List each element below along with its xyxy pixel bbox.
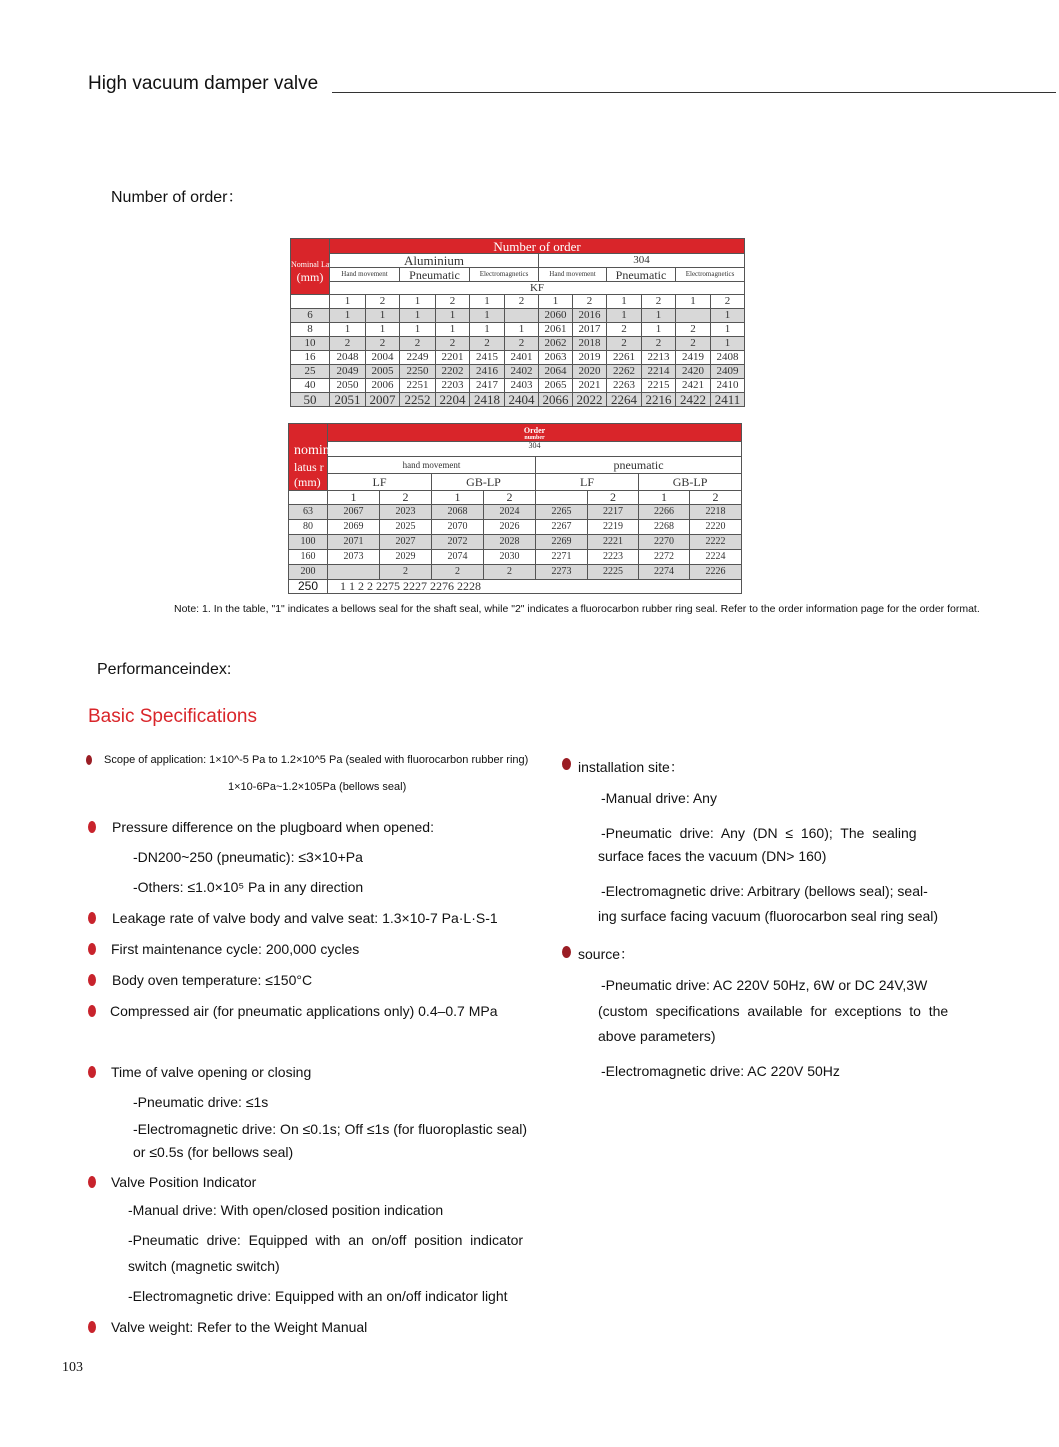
table-row [291,309,745,323]
order-cell: 1 [642,309,676,323]
order-cell: 2048 [330,351,366,365]
order-cell: 2 [366,337,400,351]
order-cell: 2020 [573,365,607,379]
order-cell: 1 [505,323,539,337]
order-cell: 2262 [607,365,642,379]
bullet-icon [88,1176,96,1188]
order-cell: 2213 [642,351,676,365]
order-cell: 2264 [607,393,642,407]
spec-source-electromagnetic: -Electromagnetic drive: AC 220V 50Hz [601,1063,840,1079]
order-cell: 2266 [639,504,690,519]
spec-install-pneumatic-cont: surface faces the vacuum (DN> 160) [598,848,827,864]
order-cell: 2051 [330,393,366,407]
bullet-icon [562,758,571,770]
order-cell: 2068 [432,504,484,519]
order-cell: 2269 [536,534,588,549]
order-cell: 2408 [711,351,745,365]
performance-title: Performanceindex: [97,661,232,678]
order-cell: 2221 [588,534,639,549]
order-cell: 2029 [380,549,432,564]
dn-cell: 8 [291,323,330,337]
spec-oven: Body oven temperature: ≤150°C [112,972,313,988]
order-cell: 1 [436,309,470,323]
dn-cell: 80 [289,519,328,534]
order-cell: 2062 [539,337,573,351]
order-cell: 2403 [505,379,539,393]
seal-header: 1 [676,295,711,309]
spec-air: Compressed air (for pneumatic applications only) 0.4–0.7 MPa [110,1003,498,1019]
bullet-icon [86,755,92,765]
order-cell: 1 [607,309,642,323]
table-row [291,323,745,337]
spec-time-electromagnetic: -Electromagnetic drive: On ≤0.1s; Off ≤1s (for fluoroplastic seal) [133,1121,528,1137]
material-header: 304 [539,254,745,268]
dn-cell: 63 [289,504,328,519]
order-cell: 2419 [676,351,711,365]
bullet-icon [88,912,96,924]
spec-indicator-pneumatic: -Pneumatic drive: Equipped with an on/off position indicator [128,1232,524,1248]
seal-header: 2 [573,295,607,309]
order-cell: 2409 [711,365,745,379]
order-cell: 2061 [539,323,573,337]
seal-header: 1 [607,295,642,309]
order-cell: 1 [711,323,745,337]
dn-cell: 200 [289,564,328,579]
table-row [291,351,745,365]
seal-header: 2 [366,295,400,309]
order-cell: 2025 [380,519,432,534]
spec-leakage: Leakage rate of valve body and valve seat: 1.3×10-7 Pa·L·S-1 [112,910,498,926]
seal-header: 2 [505,295,539,309]
order-cell: 2270 [639,534,690,549]
table-title-line: number [524,434,545,441]
seal-header: 1 [539,295,573,309]
order-cell: 2216 [642,393,676,407]
order-cell: 2224 [690,549,742,564]
order-cell: 2268 [639,519,690,534]
seal-header: 2 [690,490,742,504]
order-cell: 2070 [432,519,484,534]
order-cell: 2273 [536,564,588,579]
bullet-icon [88,821,96,833]
drive-header: pneumatic [536,457,742,474]
order-cell: 2202 [436,365,470,379]
order-cell: 1 [642,323,676,337]
seal-header: 1 [328,490,380,504]
order-cell: 2417 [470,379,505,393]
order-cell: 2067 [328,504,380,519]
order-cell: 2402 [505,365,539,379]
order-cell: 1 [470,309,505,323]
table-row [289,519,742,534]
order-cell: 2 [436,337,470,351]
order-cell: 1 [400,309,436,323]
spec-time-pneumatic: -Pneumatic drive: ≤1s [133,1094,269,1110]
order-cell: 2018 [573,337,607,351]
dn-cell: 16 [291,351,330,365]
spec-pressure: Pressure difference on the plugboard when opened: [112,819,434,835]
seal-header: 1 [432,490,484,504]
order-cell: 2024 [484,504,536,519]
order-cell: 2274 [639,564,690,579]
order-table-aluminium-304 [290,238,745,407]
order-cell: 2 [676,337,711,351]
bullet-icon [562,946,571,958]
spec-install: installation site： [578,759,684,775]
order-cell: 2416 [470,365,505,379]
seal-header: 1 [470,295,505,309]
order-cell: 2023 [380,504,432,519]
order-cell: 2069 [328,519,380,534]
order-cell: 2272 [639,549,690,564]
dn-cell: 10 [291,337,330,351]
order-cell: 2404 [505,393,539,407]
last-row-text: 1 1 2 2 2275 2227 2276 2228 [328,579,742,593]
order-cell: 2219 [588,519,639,534]
order-cell [676,309,711,323]
dn-cell: 160 [289,549,328,564]
order-cell: 1 [366,323,400,337]
bullet-icon [88,1321,96,1333]
order-cell: 2030 [484,549,536,564]
order-cell: 2 [330,337,366,351]
order-cell: 2217 [588,504,639,519]
order-cell: 2 [380,564,432,579]
bullet-icon [88,1005,96,1017]
order-cell: 2267 [536,519,588,534]
bullet-icon [88,974,96,986]
order-cell: 2263 [607,379,642,393]
spec-install-electromagnetic-cont: ing surface facing vacuum (fluorocarbon seal ring seal) [598,908,939,924]
order-cell: 2411 [711,393,745,407]
order-cell: 2204 [436,393,470,407]
spec-weight: Valve weight: Refer to the Weight Manual [111,1319,368,1335]
drive-header: Hand movement [330,268,400,282]
order-cell: 2021 [573,379,607,393]
dn-cell: 40 [291,379,330,393]
spec-source-pneumatic-cont: (custom specifications available for exceptions to the [598,1003,949,1019]
order-cell: 1 [330,309,366,323]
order-cell [505,309,539,323]
dn-cell: 6 [291,309,330,323]
order-cell: 2026 [484,519,536,534]
seal-header: 2 [484,490,536,504]
spec-indicator-manual: -Manual drive: With open/closed position indication [128,1202,444,1218]
order-cell: 2065 [539,379,573,393]
seal-header: 2 [436,295,470,309]
order-cell: 2420 [676,365,711,379]
table-row [289,549,742,564]
order-cell: 2066 [539,393,573,407]
table-row [289,504,742,519]
order-cell: 2 [676,323,711,337]
seal-header: 2 [380,490,432,504]
seal-header: 2 [588,490,639,504]
order-cell: 2 [484,564,536,579]
spec-maintenance: First maintenance cycle: 200,000 cycles [111,941,360,957]
order-cell: 1 [436,323,470,337]
order-cell: 2050 [330,379,366,393]
order-cell: 2007 [366,393,400,407]
spec-install-electromagnetic: -Electromagnetic drive: Arbitrary (bellows seal); seal- [601,883,928,899]
flange-header: LF [328,473,432,490]
order-cell: 2249 [400,351,436,365]
table-row [291,365,745,379]
order-cell: 2049 [330,365,366,379]
order-cell: 2214 [642,365,676,379]
order-section-title: Number of order： [111,189,244,206]
empty-cell [289,490,328,504]
order-cell [328,564,380,579]
order-cell: 2218 [690,504,742,519]
drive-header: Electromagnetics [470,268,539,282]
dn-cell: 25 [291,365,330,379]
spec-install-pneumatic: -Pneumatic drive: Any (DN ≤ 160); The sealing [601,825,917,841]
order-cell: 2418 [470,393,505,407]
order-cell: 2410 [711,379,745,393]
flange-header: GB-LP [639,473,742,490]
flange-header: LF [536,473,639,490]
order-cell: 2223 [588,549,639,564]
order-cell: 1 [400,323,436,337]
order-cell: 1 [470,323,505,337]
spec-source-pneumatic-cont2: above parameters) [598,1028,716,1044]
order-cell: 2422 [676,393,711,407]
spec-indicator-electromagnetic: -Electromagnetic drive: Equipped with an on/off indicator light [128,1288,508,1304]
order-cell: 2421 [676,379,711,393]
order-cell: 2 [607,323,642,337]
spec-pressure-others: -Others: ≤1.0×10⁵ Pa in any direction [133,879,364,895]
page-number: 103 [62,1360,83,1375]
row-label: Nominal Latus rectum [291,260,363,269]
page-title: High vacuum damper valve [88,73,319,94]
flange-header: KF [330,282,745,295]
order-cell: 2072 [432,534,484,549]
seal-header: 1 [400,295,436,309]
drive-header: Hand movement [539,268,607,282]
order-cell: 2060 [539,309,573,323]
order-cell: 2028 [484,534,536,549]
order-cell: 1 [330,323,366,337]
order-cell: 2016 [573,309,607,323]
drive-header: Pneumatic [400,268,470,282]
order-cell: 2022 [573,393,607,407]
order-cell: 2073 [328,549,380,564]
order-cell: 2203 [436,379,470,393]
order-cell: 2064 [539,365,573,379]
seal-header [536,490,588,504]
table-title: Number of order [330,239,745,254]
unit-label: (mm) [296,270,324,285]
order-cell: 2220 [690,519,742,534]
order-cell: 2252 [400,393,436,407]
table-row [291,393,745,407]
order-cell: 2063 [539,351,573,365]
spec-time: Time of valve opening or closing [111,1064,312,1080]
seal-header: 1 [639,490,690,504]
flange-header: GB-LP [432,473,536,490]
order-cell: 2017 [573,323,607,337]
row-label-cell [291,239,363,295]
seal-header: 2 [642,295,676,309]
title-rule [332,92,1056,93]
basic-specs-title: Basic Specifications [88,706,257,727]
drive-header: hand movement [328,457,536,474]
row-label-cell [289,424,328,491]
order-cell: 1 [711,337,745,351]
order-cell: 2226 [690,564,742,579]
order-cell: 2271 [536,549,588,564]
dn-cell: 100 [289,534,328,549]
order-cell: 2225 [588,564,639,579]
spec-indicator-pneumatic-cont: switch (magnetic switch) [128,1258,280,1274]
order-cell: 2006 [366,379,400,393]
seal-header: 1 [330,295,366,309]
unit-label: (mm) [294,474,321,489]
spec-source: source： [578,946,635,962]
row-label: latus r [294,459,324,474]
order-cell: 2222 [690,534,742,549]
order-cell: 2415 [470,351,505,365]
seal-header: 2 [711,295,745,309]
spec-scope-bellows: 1×10-6Pa~1.2×105Pa (bellows seal) [228,781,407,793]
order-cell: 2201 [436,351,470,365]
order-table-304 [288,423,742,594]
spec-install-manual: -Manual drive: Any [601,790,717,806]
order-cell: 2005 [366,365,400,379]
order-cell: 2 [432,564,484,579]
table-row [291,379,745,393]
order-cell: 2 [505,337,539,351]
table-row [289,564,742,579]
order-cell: 2071 [328,534,380,549]
table-title [328,424,742,442]
drive-header: Electromagnetics [676,268,745,282]
bullet-icon [88,1066,96,1078]
order-cell: 2 [642,337,676,351]
order-cell: 2027 [380,534,432,549]
table-title-line: Order [523,425,546,435]
material-header: Aluminium [330,254,539,268]
table-note: Note: 1. In the table, "1" indicates a bellows seal for the shaft seal, while "2" indicates a fluorocarbon rubber ring seal. Refer to the order information page for the order format. [174,603,980,615]
order-cell: 2215 [642,379,676,393]
material-header: 304 [328,441,742,456]
order-cell: 2 [607,337,642,351]
table-row [291,337,745,351]
order-cell: 1 [711,309,745,323]
order-cell: 2265 [536,504,588,519]
spec-indicator: Valve Position Indicator [111,1174,257,1190]
order-cell: 2250 [400,365,436,379]
empty-cell [291,295,330,309]
spec-time-bellows: or ≤0.5s (for bellows seal) [133,1144,294,1160]
order-cell: 2251 [400,379,436,393]
spec-pressure-dn200: -DN200~250 (pneumatic): ≤3×10+Pa [133,849,363,865]
order-cell: 2019 [573,351,607,365]
order-cell: 2261 [607,351,642,365]
bullet-icon [88,943,96,955]
drive-header: Pneumatic [607,268,676,282]
order-cell: 2401 [505,351,539,365]
dn-cell: 50 [291,393,330,407]
spec-source-pneumatic: -Pneumatic drive: AC 220V 50Hz, 6W or DC 24V,3W [601,977,928,993]
order-cell: 2074 [432,549,484,564]
order-cell: 2 [470,337,505,351]
spec-scope: Scope of application: 1×10^-5 Pa to 1.2×10^5 Pa (sealed with fluorocarbon rubber ring) [104,754,529,766]
row-label: nomin [294,443,330,458]
dn-cell: 250 [289,579,328,593]
table-row [289,534,742,549]
order-cell: 2004 [366,351,400,365]
order-cell: 2 [400,337,436,351]
order-cell: 1 [366,309,400,323]
